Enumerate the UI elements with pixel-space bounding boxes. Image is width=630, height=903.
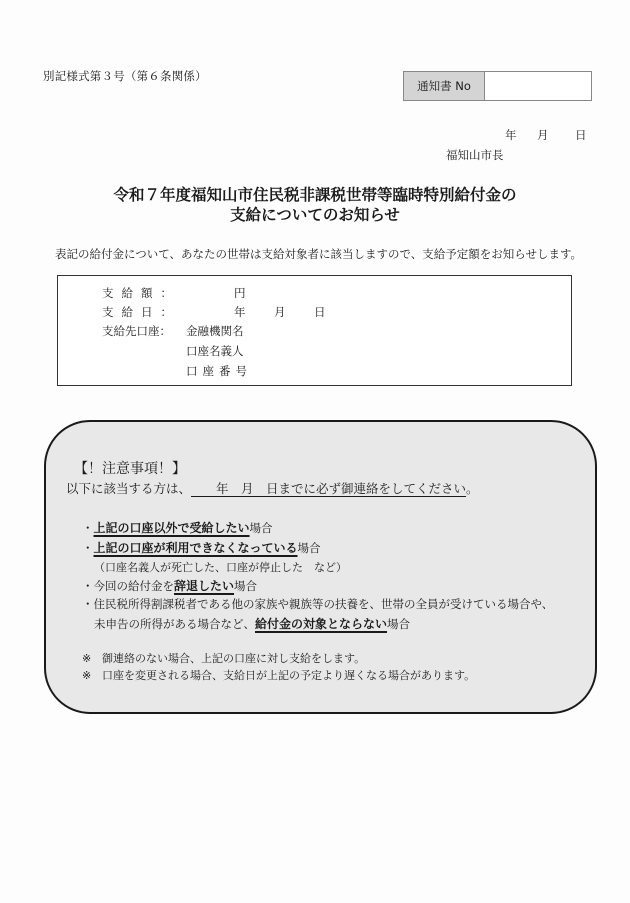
notice-number-box	[403, 71, 592, 101]
account-holder-label: 口座名義人	[186, 344, 244, 358]
deadline-blank: 年 月 日	[191, 481, 279, 496]
caution-item-prefix: 今回の給付金を	[93, 579, 174, 593]
document-title-line2: 支給についてのお知らせ	[230, 206, 400, 224]
payment-account-label: 支給先口座：	[102, 324, 171, 338]
notice-number-field[interactable]	[485, 72, 591, 100]
caution-item-emphasis: 上記の口座以外で受給したい	[93, 521, 250, 535]
caution-lead-prefix: 以下に該当する方は、	[66, 481, 192, 496]
caution-item-emphasis: 上記の口座が利用できなくなっている	[93, 541, 298, 555]
caution-item-sub: （口座名義人が死亡した、口座が停止した など）	[94, 561, 347, 574]
issue-date-year: 年	[505, 128, 517, 142]
caution-lead-deadline	[191, 481, 466, 496]
caution-item-suffix: 場合	[234, 579, 258, 593]
document-title-line1: 令和７年度福知山市住民税非課税世帯等臨時特別給付金の	[113, 186, 517, 204]
caution-note	[82, 650, 365, 666]
caution-note-text: 口座を変更される場合、支給日が上記の予定より遅くなる場合があります。	[102, 669, 476, 682]
payment-amount-row	[102, 285, 246, 301]
caution-item-suffix: 場合	[249, 521, 273, 535]
caution-lead	[66, 479, 479, 497]
caution-note	[82, 667, 475, 683]
payment-amount-unit: 円	[234, 286, 246, 300]
bullet: ・	[82, 521, 94, 535]
payment-amount-label: 支給額：	[102, 286, 180, 300]
caution-lead-end: 。	[466, 481, 479, 496]
intro-text: 表記の給付金について、あなたの世帯は支給対象者に該当しますので、支給予定額をお知らせします。	[55, 247, 583, 261]
caution-heading: 【！注意事項！】	[74, 461, 186, 477]
issue-date	[505, 127, 587, 143]
caution-item-suffix: 場合	[297, 541, 321, 555]
caution-item	[82, 596, 553, 612]
caution-item-text: 住民税所得割課税者である他の家族や親族等の扶養を、世帯の全員が受けている場合や、	[93, 597, 554, 611]
caution-box	[44, 420, 597, 714]
caution-item-suffix: 場合	[387, 617, 411, 631]
bullet: ・	[82, 597, 94, 611]
caution-lead-suffix: までに必ず御連絡をしてください	[278, 481, 467, 496]
reference-mark-icon: ※	[82, 669, 92, 682]
account-holder-row	[186, 343, 244, 359]
payment-info-box	[57, 275, 572, 386]
document-title	[0, 185, 630, 225]
bullet: ・	[82, 579, 94, 593]
bullet: ・	[82, 541, 94, 555]
payment-date-month: 月	[274, 305, 286, 319]
caution-item-emphasis: 辞退したい	[174, 579, 235, 593]
caution-note-text: 御連絡のない場合、上記の口座に対し支給をします。	[102, 652, 366, 665]
notice-number-label: 通知書 No	[404, 72, 485, 100]
issue-date-day: 日	[575, 128, 587, 142]
account-number-label: 口座番号	[186, 364, 252, 378]
issuer-name: 福知山市長	[446, 148, 504, 162]
issue-date-month: 月	[537, 128, 549, 142]
payment-date-row	[102, 304, 326, 320]
payment-date-label: 支給日：	[102, 305, 180, 319]
bank-name-label: 金融機関名	[186, 324, 244, 338]
form-identifier: 別記様式第３号（第６条関係）	[43, 69, 207, 83]
caution-item-continued	[94, 615, 410, 632]
caution-item-emphasis: 給付金の対象とならない	[255, 617, 388, 631]
payment-account-row	[102, 323, 244, 339]
reference-mark-icon: ※	[82, 652, 92, 665]
caution-item	[82, 519, 273, 536]
payment-date-year: 年	[234, 305, 246, 319]
caution-item	[82, 577, 257, 594]
caution-item-prefix: 未申告の所得がある場合など、	[94, 617, 255, 631]
payment-date-day: 日	[314, 305, 326, 319]
caution-item	[82, 539, 321, 556]
account-number-row	[186, 363, 252, 379]
